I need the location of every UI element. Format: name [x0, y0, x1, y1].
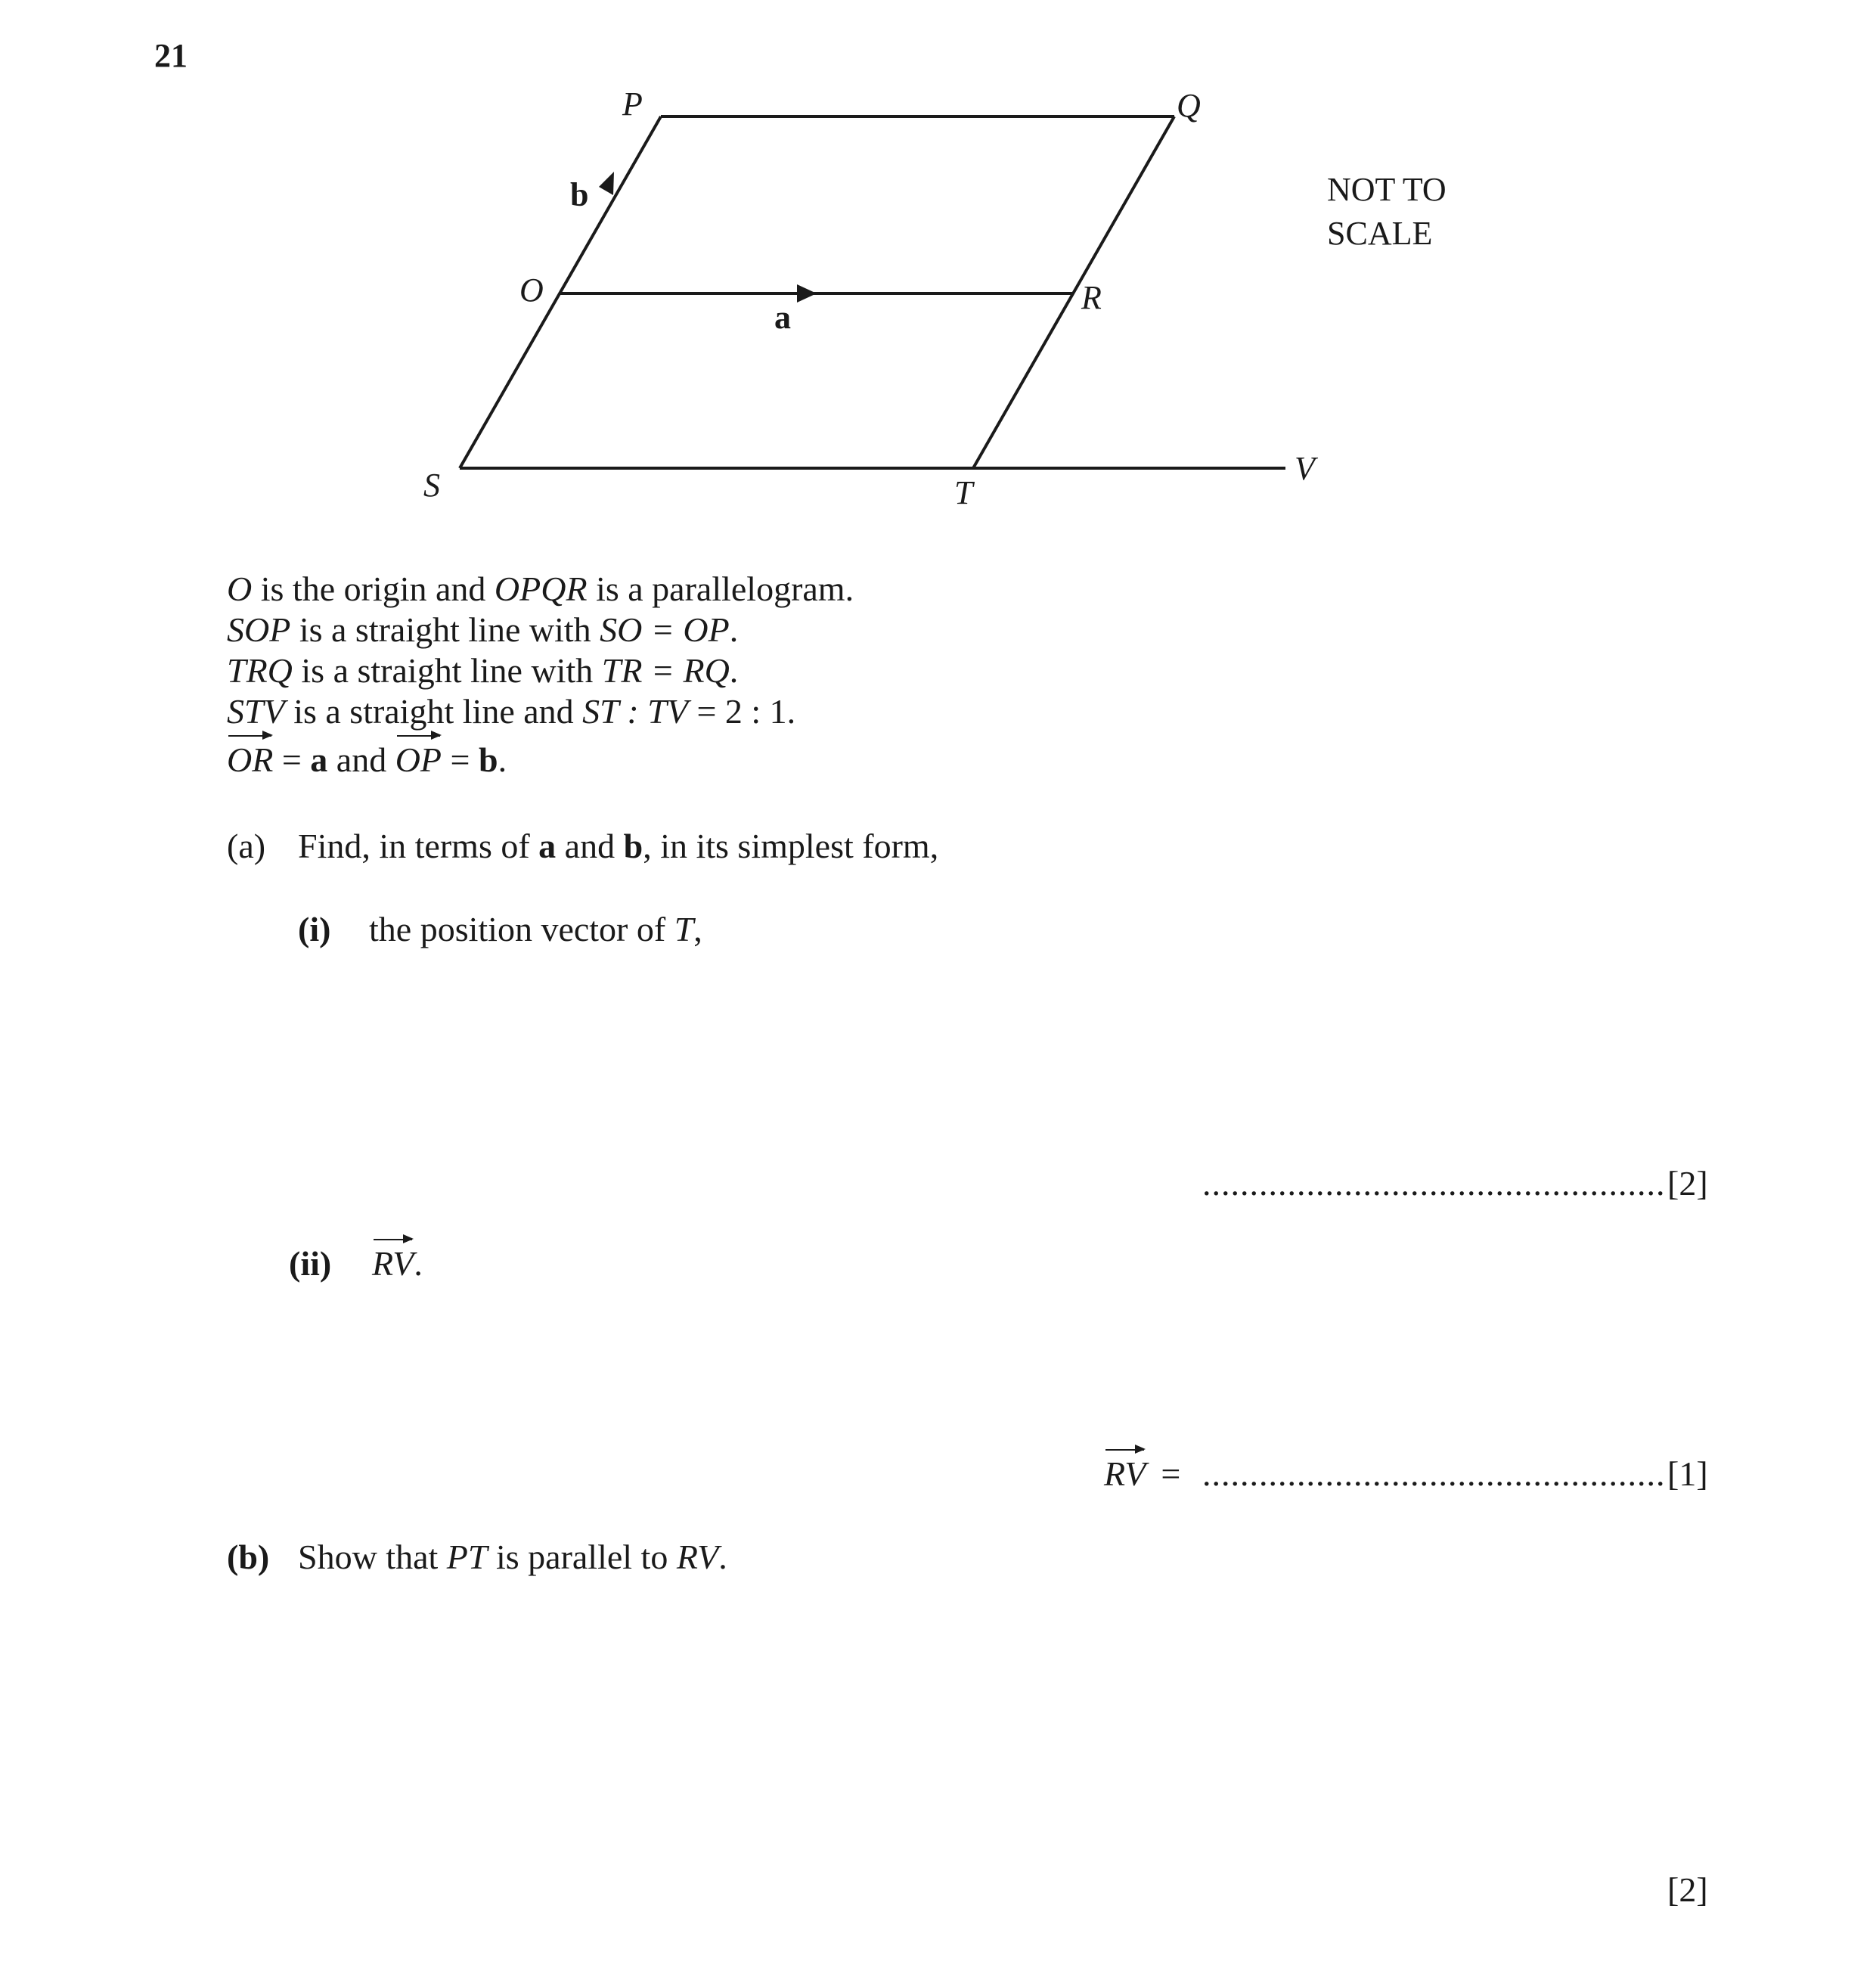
- part-a-ii-label: (ii): [289, 1244, 332, 1283]
- label-p: P: [622, 85, 643, 123]
- arrow-a: [797, 284, 817, 303]
- vector-or: OR: [227, 740, 274, 779]
- arrow-b: [599, 172, 614, 195]
- statement-4: STV is a straight line and ST : TV = 2 : 1.: [227, 692, 796, 731]
- label-vector-b: b: [570, 176, 589, 213]
- label-t: T: [954, 474, 973, 511]
- vector-op: OP: [395, 740, 442, 779]
- vector-diagram: [0, 0, 1876, 545]
- label-o: O: [519, 272, 544, 309]
- statement-2: SOP is a straight line with SO = OP.: [227, 610, 739, 649]
- part-a-label: (a): [227, 827, 266, 865]
- statement-5: OR = a and OP = b.: [227, 740, 507, 779]
- label-v: V: [1295, 450, 1315, 487]
- part-a-ii-text: RV.: [372, 1244, 423, 1283]
- marks-b: [2]: [1667, 1870, 1708, 1909]
- label-s: S: [423, 467, 440, 504]
- answer-label-rv: RV =: [1104, 1454, 1181, 1493]
- label-q: Q: [1177, 87, 1201, 124]
- part-a-i-label: (i): [298, 910, 331, 948]
- statement-3: TRQ is a straight line with TR = RQ.: [227, 651, 739, 690]
- part-b-text: Show that PT is parallel to RV.: [298, 1538, 727, 1576]
- answer-line-a-i[interactable]: .................................................: [1202, 1164, 1666, 1203]
- answer-line-a-ii[interactable]: .................................................: [1202, 1454, 1666, 1493]
- question-number: 21: [154, 37, 188, 74]
- marks-a-ii: [1]: [1667, 1454, 1708, 1493]
- label-vector-a: a: [774, 299, 791, 336]
- marks-a-i: [2]: [1667, 1164, 1708, 1203]
- statement-1: O is the origin and OPQR is a parallelogram.: [227, 570, 854, 608]
- part-b-label: (b): [227, 1538, 270, 1576]
- part-a-i-text: the position vector of T,: [369, 910, 702, 948]
- vector-rv: RV: [372, 1244, 414, 1283]
- vector-rv-answer: RV: [1104, 1454, 1146, 1493]
- part-a-text: Find, in terms of a and b, in its simplest form,: [298, 827, 939, 865]
- not-to-scale-note: NOT TO SCALE: [1327, 171, 1447, 252]
- label-r: R: [1081, 279, 1102, 316]
